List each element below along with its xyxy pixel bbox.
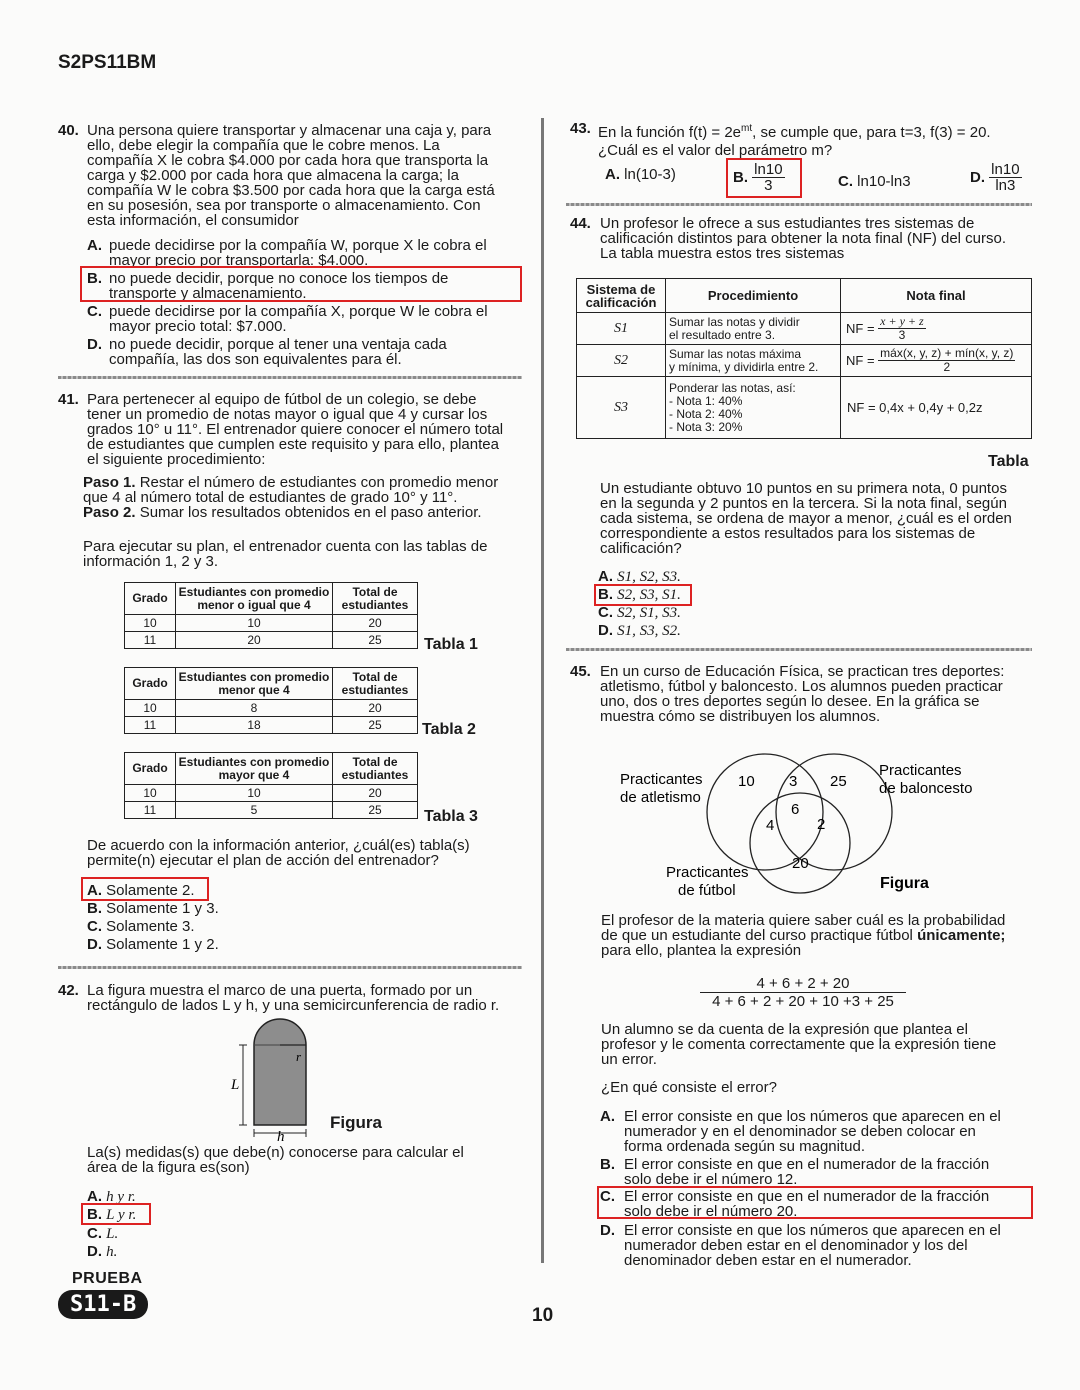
step-text: Restar el número de estudiantes con promedio menor bbox=[135, 474, 499, 491]
option-a[interactable]: A. ln(10-3) bbox=[605, 166, 676, 183]
procedure-steps bbox=[83, 475, 523, 520]
table-row: 11 18 25 bbox=[125, 717, 418, 734]
option-d[interactable]: D. S1, S3, S2. bbox=[598, 622, 681, 639]
table-header: Estudiantes con promedio mayor que 4 bbox=[176, 753, 333, 785]
table-row: S1 Sumar las notas y dividir el resultado entre 3. NF = $\frac{x + y + z}{3}$ bbox=[577, 313, 1032, 345]
door-figure bbox=[225, 1015, 325, 1145]
table-header: Total de estudiantes bbox=[333, 753, 418, 785]
question-text-line: el siguiente procedimiento: bbox=[87, 451, 266, 468]
figure-label: Figura bbox=[330, 1113, 382, 1132]
table-row: S3 Ponderar las notas, así: - Nota 1: 40% - Nota 2: 40% - Nota 3: 20% NF = 0,4x + 0,4y + 0,2z bbox=[577, 377, 1032, 439]
table-2-label: Tabla 2 bbox=[422, 721, 476, 738]
option-b[interactable]: B. Solamente 1 y 3. bbox=[87, 900, 219, 917]
option-d[interactable]: D. El error consiste en que los números que aparecen en el numerador deben estar en el denominador y los del denominador deben estar en el numerador. bbox=[600, 1222, 1001, 1269]
plan-text bbox=[83, 539, 523, 569]
option-d[interactable] bbox=[87, 336, 447, 368]
question-text-line: rectángulo de lados L y h, y una semicircunferencia de radio r. bbox=[87, 997, 500, 1014]
table-3-label: Tabla 3 bbox=[424, 808, 478, 825]
question-text-line: Para pertenecer al equipo de fútbol de un colegio, se debe bbox=[87, 391, 477, 408]
table-row: 11 20 25 bbox=[125, 632, 418, 649]
option-text: L y r. bbox=[106, 1207, 137, 1223]
option-c[interactable] bbox=[87, 303, 488, 335]
prompt-line: De acuerdo con la información anterior, ¿cuál(es) tabla(s) bbox=[87, 837, 470, 854]
label-L: L bbox=[231, 1077, 240, 1093]
option-text: h. bbox=[106, 1244, 118, 1260]
step-label: Paso 1. bbox=[83, 474, 136, 491]
table-label: Tabla bbox=[988, 453, 1029, 470]
label-baloncesto: de baloncesto bbox=[879, 780, 973, 797]
column-divider bbox=[541, 118, 544, 1263]
question-number: 40. bbox=[58, 122, 79, 139]
option-a[interactable] bbox=[87, 237, 487, 269]
question-body: Un alumno se da cuenta de la expresión que plantea el profesor y le comenta correctamente que la expresión tiene un error. bbox=[601, 1021, 997, 1068]
option-text: no puede decidir, porque no conoce los tiempos de bbox=[109, 270, 449, 287]
document-code: S2PS11BM bbox=[58, 52, 157, 73]
table-header: Total de estudiantes bbox=[333, 668, 418, 700]
option-d[interactable]: D. $\frac{\ln 10}{\ln 3}$ bbox=[970, 161, 1020, 194]
question-body: Un estudiante obtuvo 10 puntos en su primera nota, 0 puntos en la segunda y 2 puntos en la tercera. Si la nota final, según cada sistema, se ordena de mayor a menor, ¿cuál es el orden correspondiente a estos resultados para los sistemas de calificación? bbox=[600, 480, 1012, 557]
option-c[interactable]: C. El error consiste en que en el numerador de la fracción solo debe ir el número 20. bbox=[600, 1188, 990, 1220]
table-row: 10 8 20 bbox=[125, 700, 418, 717]
option-text: puede decidirse por la compañía X, porque W le cobra el bbox=[109, 303, 488, 320]
answer-highlight bbox=[80, 266, 522, 302]
option-b[interactable]: B. $\frac{\ln 10}{3}$ bbox=[733, 161, 783, 194]
label-h: h bbox=[277, 1129, 285, 1145]
value-only-futbol: 20 bbox=[792, 855, 809, 872]
option-text: S2, S3, S1. bbox=[617, 587, 681, 603]
option-text: Solamente 3. bbox=[106, 918, 195, 935]
table-header: Total de estudiantes bbox=[333, 583, 418, 615]
question-prompt bbox=[87, 838, 523, 868]
answer-highlight bbox=[594, 584, 692, 606]
answer-highlight bbox=[81, 1203, 151, 1225]
option-text: S1, S2, S3. bbox=[617, 569, 681, 585]
question-number: 45. bbox=[570, 663, 591, 680]
question-text-line: grados 10° u 11°. El entrenador quiere conocer el número total bbox=[87, 421, 504, 438]
question-text-line: esta información, el consumidor bbox=[87, 212, 299, 229]
option-c[interactable]: C. Solamente 3. bbox=[87, 918, 195, 935]
question-number: 41. bbox=[58, 391, 79, 408]
step-text: que 4 al número total de estudiantes de grado 10° y 11°. bbox=[83, 489, 458, 506]
probability-expression bbox=[700, 975, 906, 1010]
question-body: El profesor de la materia quiere saber cuál es la probabilidad de que un estudiante del curso practique fútbol únicamente; para ello, plantea la expresión bbox=[601, 912, 1006, 959]
label-atletismo: de atletismo bbox=[620, 789, 701, 806]
test-label: PRUEBA bbox=[72, 1270, 143, 1287]
grading-table: Sistema de calificación Procedimiento Nota final S1 Sumar las notas y dividir el resultado entre 3. NF = $\frac{x + y + z}{3}$ S2 Sumar las notas máxima y mínima, y dividirla entre 2. NF = $\frac{\text{máx(x, y, z) + mín(x, y, z)}}{2}$ S3 Ponderar las notas, así: - Nota 1: 40% - Nota 2: 40% - Nota 3: 20% NF = 0,4x + 0,4y + 0,2z bbox=[576, 278, 1032, 439]
plan-line: información 1, 2 y 3. bbox=[83, 553, 219, 570]
label-baloncesto: Practicantes bbox=[879, 762, 962, 779]
venn-diagram bbox=[600, 740, 1032, 905]
section-separator bbox=[58, 376, 522, 379]
figure-label: Figura bbox=[880, 875, 929, 892]
question-prompt: ¿En qué consiste el error? bbox=[601, 1079, 777, 1096]
option-text: S1, S3, S2. bbox=[617, 623, 681, 639]
test-badge bbox=[58, 1270, 148, 1319]
circle-futbol bbox=[750, 793, 850, 893]
expression-numerator: 4 + 6 + 2 + 20 bbox=[700, 975, 906, 993]
option-text: Solamente 1 y 2. bbox=[106, 936, 219, 953]
option-letter: A. bbox=[87, 237, 102, 254]
question-text-line: tener un promedio de notas mayor o igual que 4 y cursar los bbox=[87, 406, 488, 423]
question-text-line: compañía X le cobra $4.000 por cada hora que transporta la bbox=[87, 152, 489, 169]
value-all: 6 bbox=[791, 801, 800, 818]
option-text: Solamente 2. bbox=[106, 882, 195, 899]
table-row: 10 10 20 bbox=[125, 615, 418, 632]
door-shape bbox=[254, 1019, 306, 1125]
circle-atletismo bbox=[707, 754, 826, 870]
question-prompt: La(s) medidas(s) que debe(n) conocerse para calcular el área de la figura es(son) bbox=[87, 1144, 464, 1176]
label-atletismo: Practicantes bbox=[620, 771, 703, 788]
answer-highlight bbox=[81, 877, 209, 901]
option-b[interactable]: B. El error consiste en que en el numerador de la fracción solo debe ir el número 12. bbox=[600, 1156, 990, 1188]
option-c[interactable]: C. L. bbox=[87, 1225, 119, 1242]
option-text: no puede decidir, porque al tener una ventaja cada bbox=[109, 336, 447, 353]
table-3 bbox=[124, 752, 418, 819]
step-label: Paso 2. bbox=[83, 504, 136, 521]
question-number: 44. bbox=[570, 215, 591, 232]
value-bal-fut: 2 bbox=[817, 816, 826, 833]
option-c[interactable]: C. ln10-ln3 bbox=[838, 173, 911, 190]
option-letter: D. bbox=[87, 336, 102, 353]
table-1 bbox=[124, 582, 418, 649]
table-header: Grado bbox=[125, 668, 176, 700]
answer-highlight bbox=[597, 1186, 1033, 1219]
question-text-line: La figura muestra el marco de una puerta, formado por un bbox=[87, 982, 473, 999]
question-text-line: carga y $2.000 por cada hora que almacena la carga; la bbox=[87, 167, 459, 184]
option-text: S2, S1, S3. bbox=[617, 605, 681, 621]
table-row: S2 Sumar las notas máxima y mínima, y dividirla entre 2. NF = $\frac{\text{máx(x, y, z) + mín(x, y, z)}}{2}$ bbox=[577, 345, 1032, 377]
table-row: 11 5 25 bbox=[125, 802, 418, 819]
option-text: h y r. bbox=[106, 1189, 136, 1205]
table-header: Grado bbox=[125, 753, 176, 785]
test-code: S11-B bbox=[58, 1290, 148, 1319]
prompt-line: permite(n) ejecutar el plan de acción del entrenador? bbox=[87, 852, 439, 869]
option-a[interactable]: A. S1, S2, S3. bbox=[598, 568, 681, 585]
question-number: 42. bbox=[58, 982, 79, 999]
label-futbol: de fútbol bbox=[678, 882, 736, 899]
table-row: 10 10 20 bbox=[125, 785, 418, 802]
section-separator bbox=[566, 648, 1032, 651]
table-2 bbox=[124, 667, 418, 734]
option-text: puede decidirse por la compañía W, porque X le cobra el bbox=[109, 237, 487, 254]
table-header: Estudiantes con promedio menor que 4 bbox=[176, 668, 333, 700]
option-d[interactable]: D. h. bbox=[87, 1243, 118, 1260]
question-text-line: de estudiantes que cumplen este requisito y para ello, plantea bbox=[87, 436, 499, 453]
question-text-line: en su posesión, sea por transporte o almacenamiento. Con bbox=[87, 197, 481, 214]
option-b[interactable]: B. L y r. bbox=[87, 1206, 137, 1223]
option-letter: C. bbox=[87, 303, 102, 320]
plan-line: Para ejecutar su plan, el entrenador cuenta con las tablas de bbox=[83, 538, 488, 555]
value-atl-bal: 3 bbox=[789, 773, 798, 790]
option-d[interactable]: D. Solamente 1 y 2. bbox=[87, 936, 219, 953]
question-text-line: ello, debe elegir la compañía que le cobre menos. La bbox=[87, 137, 440, 154]
value-atl-fut: 4 bbox=[766, 817, 775, 834]
option-a[interactable]: A. El error consiste en que los números que aparecen en el numerador y en el denominador se deben colocar en forma ordenada según su magnitud. bbox=[600, 1108, 1001, 1155]
expression-denominator: 4 + 6 + 2 + 20 + 10 +3 + 25 bbox=[712, 993, 894, 1010]
question-text-line: compañía W le cobra $3.500 por cada hora que la carga está bbox=[87, 182, 495, 199]
value-only-baloncesto: 25 bbox=[830, 773, 847, 790]
step-text: Sumar los resultados obtenidos en el paso anterior. bbox=[135, 504, 482, 521]
option-text: L. bbox=[106, 1226, 119, 1242]
question-text-line: Una persona quiere transportar y almacenar una caja y, para bbox=[87, 122, 492, 139]
option-text: mayor precio total: $7.000. bbox=[109, 318, 287, 335]
option-letter: B. bbox=[87, 270, 102, 287]
question-number: 43. bbox=[570, 120, 591, 137]
table-1-label: Tabla 1 bbox=[424, 636, 478, 653]
option-a[interactable]: A. h y r. bbox=[87, 1188, 136, 1205]
label-futbol: Practicantes bbox=[666, 864, 749, 881]
table-header: Grado bbox=[125, 583, 176, 615]
page-number: 10 bbox=[532, 1305, 554, 1326]
option-text: mayor precio por transportarla: $4.000. bbox=[109, 252, 369, 269]
option-text: compañía, las dos son equivalentes para él. bbox=[109, 351, 402, 368]
option-a[interactable]: A. Solamente 2. bbox=[87, 882, 195, 899]
answer-highlight bbox=[726, 158, 802, 198]
option-b[interactable]: B. S2, S3, S1. bbox=[598, 586, 681, 603]
option-c[interactable]: C. S2, S1, S3. bbox=[598, 604, 681, 621]
option-text: Solamente 1 y 3. bbox=[106, 900, 219, 917]
section-separator bbox=[58, 966, 522, 969]
label-r: r bbox=[296, 1049, 302, 1064]
value-only-atletismo: 10 bbox=[738, 773, 755, 790]
option-text: transporte y almacenamiento. bbox=[109, 285, 307, 302]
table-header: Estudiantes con promedio menor o igual que 4 bbox=[176, 583, 333, 615]
section-separator bbox=[566, 203, 1032, 206]
